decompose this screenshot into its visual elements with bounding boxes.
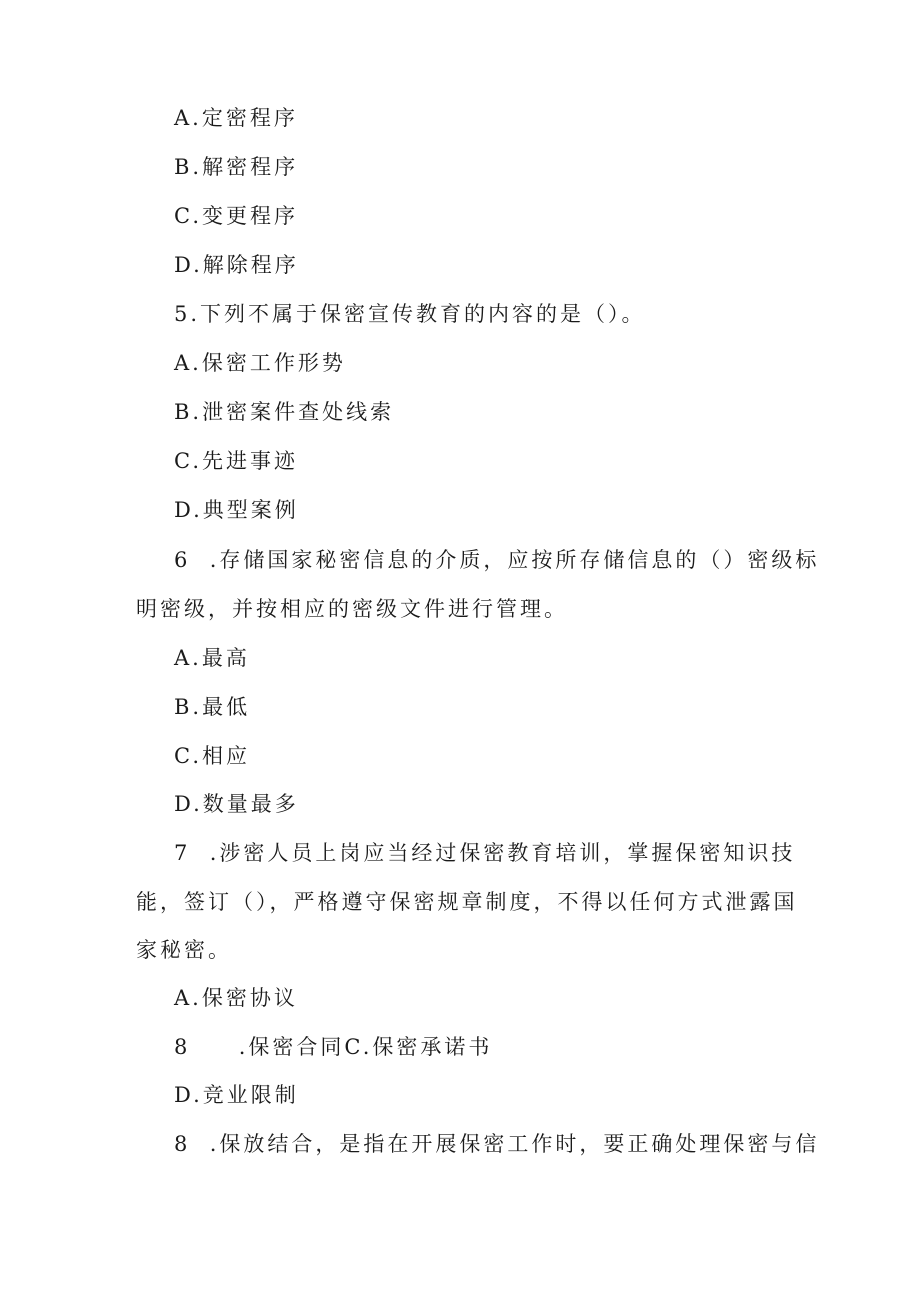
option-7d: D.竞业限制 — [174, 1083, 299, 1107]
option-5d: D.典型案例 — [174, 498, 299, 522]
option-7a: A.保密协议 — [174, 986, 298, 1010]
question-7-line-1: 7 .涉密人员上岗应当经过保密教育培训，掌握保密知识技 — [174, 841, 796, 865]
option-6a: A.最高 — [174, 646, 250, 670]
option-5b: B.泄密案件查处线索 — [174, 400, 395, 424]
option-4b: B.解密程序 — [174, 155, 299, 179]
option-5c: C.先进事迹 — [174, 449, 298, 473]
question-5: 5.下列不属于保密宣传教育的内容的是（）。 — [174, 302, 646, 326]
option-5a: A.保密工作形势 — [174, 351, 346, 375]
option-7bc: 8 .保密合同C.保密承诺书 — [174, 1035, 493, 1059]
question-7-line-3: 家秘密。 — [136, 938, 232, 962]
question-8-line-1: 8 .保放结合，是指在开展保密工作时，要正确处理保密与信 — [174, 1132, 820, 1156]
option-4c: C.变更程序 — [174, 204, 298, 228]
question-7-line-2: 能，签订（），严格遵守保密规章制度，不得以任何方式泄露国 — [136, 890, 798, 914]
option-4a: A.定密程序 — [174, 106, 298, 130]
option-6d: D.数量最多 — [174, 792, 299, 816]
option-6b: B.最低 — [174, 695, 251, 719]
option-4d: D.解除程序 — [174, 253, 299, 277]
question-6-line-1: 6 .存储国家秘密信息的介质，应按所存储信息的（）密级标 — [174, 548, 820, 572]
option-6c: C.相应 — [174, 744, 250, 768]
question-6-line-2: 明密级，并按相应的密级文件进行管理。 — [136, 597, 568, 621]
